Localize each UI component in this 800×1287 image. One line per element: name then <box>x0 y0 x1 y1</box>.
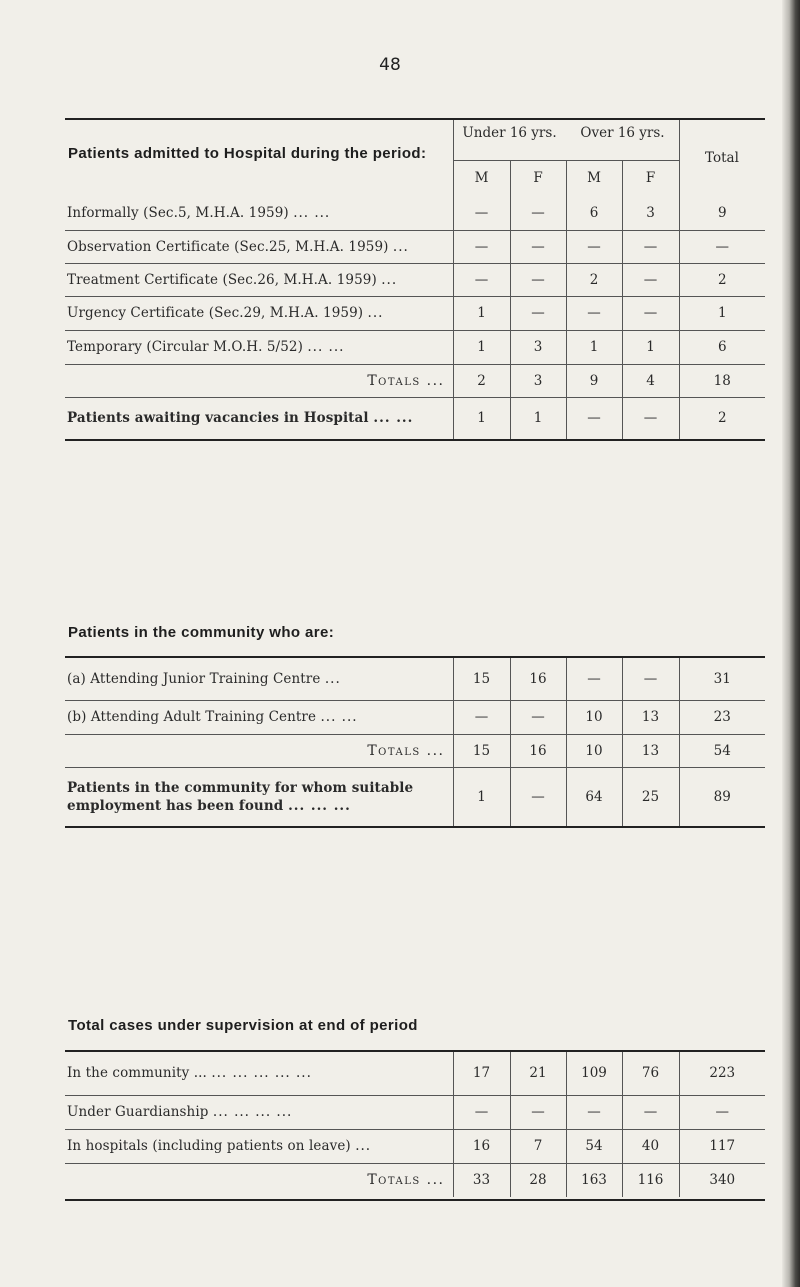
cell-over-f: 4 <box>622 364 679 397</box>
cell-over-m: 10 <box>566 734 622 767</box>
cell-over-m: — <box>566 397 622 439</box>
row-label: Treatment Certificate (Sec.26, M.H.A. 1959) <box>67 271 377 288</box>
cell-over-m: 109 <box>566 1052 622 1095</box>
totals-label: Totals <box>367 372 421 389</box>
cell-under-m: 1 <box>453 397 510 439</box>
cell-total: — <box>679 1095 765 1129</box>
col-over-f: F <box>645 170 656 186</box>
cell-under-f: 3 <box>510 364 566 397</box>
cell-over-m: — <box>566 658 622 700</box>
table-row: (a) Attending Junior Training Centre ... 15 16 — — 31 <box>65 658 765 700</box>
cell-under-m: — <box>453 700 510 734</box>
table-row: In the community ... ... ... ... ... ... 17 21 109 76 223 <box>65 1052 765 1095</box>
cell-under-f: 7 <box>510 1129 566 1163</box>
cell-over-m: — <box>566 296 622 330</box>
cell-under-f: — <box>510 296 566 330</box>
cell-under-m: 16 <box>453 1129 510 1163</box>
cell-over-f: 13 <box>622 734 679 767</box>
totals-row: Totals ... 15 16 10 13 54 <box>65 734 765 767</box>
cell-total: 6 <box>679 330 765 364</box>
table-row: Urgency Certificate (Sec.29, M.H.A. 1959) ... 1 — — — 1 <box>65 296 765 330</box>
table-row: Temporary (Circular M.O.H. 5/52) ... ... 1 3 1 1 6 <box>65 330 765 364</box>
cell-under-m: — <box>453 1095 510 1129</box>
cell-under-m: 2 <box>453 364 510 397</box>
cell-over-f: — <box>622 296 679 330</box>
row-label: Temporary (Circular M.O.H. 5/52) <box>67 339 303 355</box>
admitted-table <box>65 197 765 439</box>
cell-under-m: 15 <box>453 734 510 767</box>
row-label: (a) Attending Junior Training Centre <box>67 670 321 687</box>
col-under-f: F <box>533 170 543 186</box>
table-row: Observation Certificate (Sec.25, M.H.A. 1959) ... — — — — — <box>65 230 765 263</box>
col-over-m: M <box>587 170 601 186</box>
cell-over-m: — <box>566 1095 622 1129</box>
totals-row: Totals ... 2 3 9 4 18 <box>65 364 765 397</box>
community-heading: Patients in the community who are: <box>68 624 335 641</box>
cell-under-m: 15 <box>453 658 510 700</box>
cell-under-f: 1 <box>510 397 566 439</box>
cell-total: 2 <box>679 397 765 439</box>
cell-total: 18 <box>679 364 765 397</box>
table-row: Informally (Sec.5, M.H.A. 1959) ... ... — — 6 3 9 <box>65 197 765 230</box>
col-total: Total <box>705 150 739 166</box>
cell-over-f: — <box>622 397 679 439</box>
cell-over-m: 1 <box>566 330 622 364</box>
table-row: In hospitals (including patients on leave) ... 16 7 54 40 117 <box>65 1129 765 1163</box>
cell-total: 117 <box>679 1129 765 1163</box>
table-row: (b) Attending Adult Training Centre ... ... — — 10 13 23 <box>65 700 765 734</box>
page-edge-shadow <box>782 0 800 1287</box>
cell-over-m: 163 <box>566 1163 622 1197</box>
employment-label-line1: Patients in the community for whom suitable <box>67 779 414 796</box>
cell-under-m: 1 <box>453 767 510 826</box>
cell-over-f: — <box>622 263 679 296</box>
cell-under-m: 1 <box>453 296 510 330</box>
cell-under-m: — <box>453 197 510 230</box>
totals-label: Totals <box>367 1172 421 1189</box>
row-label: Urgency Certificate (Sec.29, M.H.A. 1959) <box>67 305 364 321</box>
table-bottom-rule <box>65 1199 765 1201</box>
cell-total: 340 <box>679 1163 765 1197</box>
cell-over-f: — <box>622 658 679 700</box>
row-label: Observation Certificate (Sec.25, M.H.A. 1959) <box>67 238 389 255</box>
cell-over-m: 9 <box>566 364 622 397</box>
cell-over-f: 25 <box>622 767 679 826</box>
col-under-16: Under 16 yrs. <box>462 125 557 141</box>
cell-under-m: 17 <box>453 1052 510 1095</box>
row-label: In the community ... <box>67 1065 207 1082</box>
cell-total: 54 <box>679 734 765 767</box>
cell-over-m: 54 <box>566 1129 622 1163</box>
totals-row: Totals ... 33 28 163 116 340 <box>65 1163 765 1197</box>
cell-over-f: 13 <box>622 700 679 734</box>
employment-label-line2: employment has been found <box>67 797 284 814</box>
totals-label: Totals <box>367 742 421 759</box>
supervision-table <box>65 1052 765 1197</box>
cell-over-f: 76 <box>622 1052 679 1095</box>
cell-under-f: — <box>510 230 566 263</box>
waiting-label: Patients awaiting vacancies in Hospital <box>67 410 369 427</box>
table-bottom-rule <box>65 439 765 441</box>
cell-under-m: — <box>453 230 510 263</box>
cell-under-f: — <box>510 263 566 296</box>
cell-under-m: 1 <box>453 330 510 364</box>
cell-total: 89 <box>679 767 765 826</box>
cell-under-f: — <box>510 767 566 826</box>
cell-total: 1 <box>679 296 765 330</box>
cell-total: 223 <box>679 1052 765 1095</box>
table-row: Treatment Certificate (Sec.26, M.H.A. 1959) ... — — 2 — 2 <box>65 263 765 296</box>
col-under-m: M <box>474 170 489 186</box>
cell-over-m: — <box>566 230 622 263</box>
col-over-16: Over 16 yrs. <box>580 125 665 141</box>
cell-over-f: 40 <box>622 1129 679 1163</box>
cell-total: 31 <box>679 658 765 700</box>
cell-under-m: — <box>453 263 510 296</box>
row-label: Under Guardianship <box>67 1104 209 1120</box>
cell-total: 23 <box>679 700 765 734</box>
table-row: Under Guardianship ... ... ... ... — — — — — <box>65 1095 765 1129</box>
cell-over-m: 10 <box>566 700 622 734</box>
table-bottom-rule <box>65 826 765 828</box>
row-label: (b) Attending Adult Training Centre <box>67 709 317 725</box>
community-table <box>65 658 765 826</box>
cell-under-f: 21 <box>510 1052 566 1095</box>
cell-under-f: — <box>510 197 566 230</box>
cell-total: — <box>679 230 765 263</box>
cell-under-f: 28 <box>510 1163 566 1197</box>
cell-total: 9 <box>679 197 765 230</box>
cell-under-f: 16 <box>510 658 566 700</box>
employment-row: Patients in the community for whom suitable employment has been found ... ... ... 1 — 64 25 89 <box>65 767 765 826</box>
cell-total: 2 <box>679 263 765 296</box>
admitted-heading: Patients admitted to Hospital during the period: <box>68 145 427 162</box>
cell-over-m: 2 <box>566 263 622 296</box>
cell-over-m: 64 <box>566 767 622 826</box>
cell-under-f: 16 <box>510 734 566 767</box>
waiting-row: Patients awaiting vacancies in Hospital ... ... 1 1 — — 2 <box>65 397 765 439</box>
cell-over-f: — <box>622 1095 679 1129</box>
cell-over-f: 116 <box>622 1163 679 1197</box>
page-number: 48 <box>379 55 401 75</box>
cell-over-m: 6 <box>566 197 622 230</box>
cell-over-f: — <box>622 230 679 263</box>
cell-over-f: 3 <box>622 197 679 230</box>
cell-under-f: — <box>510 700 566 734</box>
table-top-rule <box>65 118 765 120</box>
supervision-heading: Total cases under supervision at end of period <box>68 1017 418 1034</box>
cell-under-m: 33 <box>453 1163 510 1197</box>
cell-under-f: — <box>510 1095 566 1129</box>
cell-over-f: 1 <box>622 330 679 364</box>
row-label: Informally (Sec.5, M.H.A. 1959) <box>67 205 289 222</box>
cell-under-f: 3 <box>510 330 566 364</box>
row-label: In hospitals (including patients on leave) <box>67 1138 351 1154</box>
